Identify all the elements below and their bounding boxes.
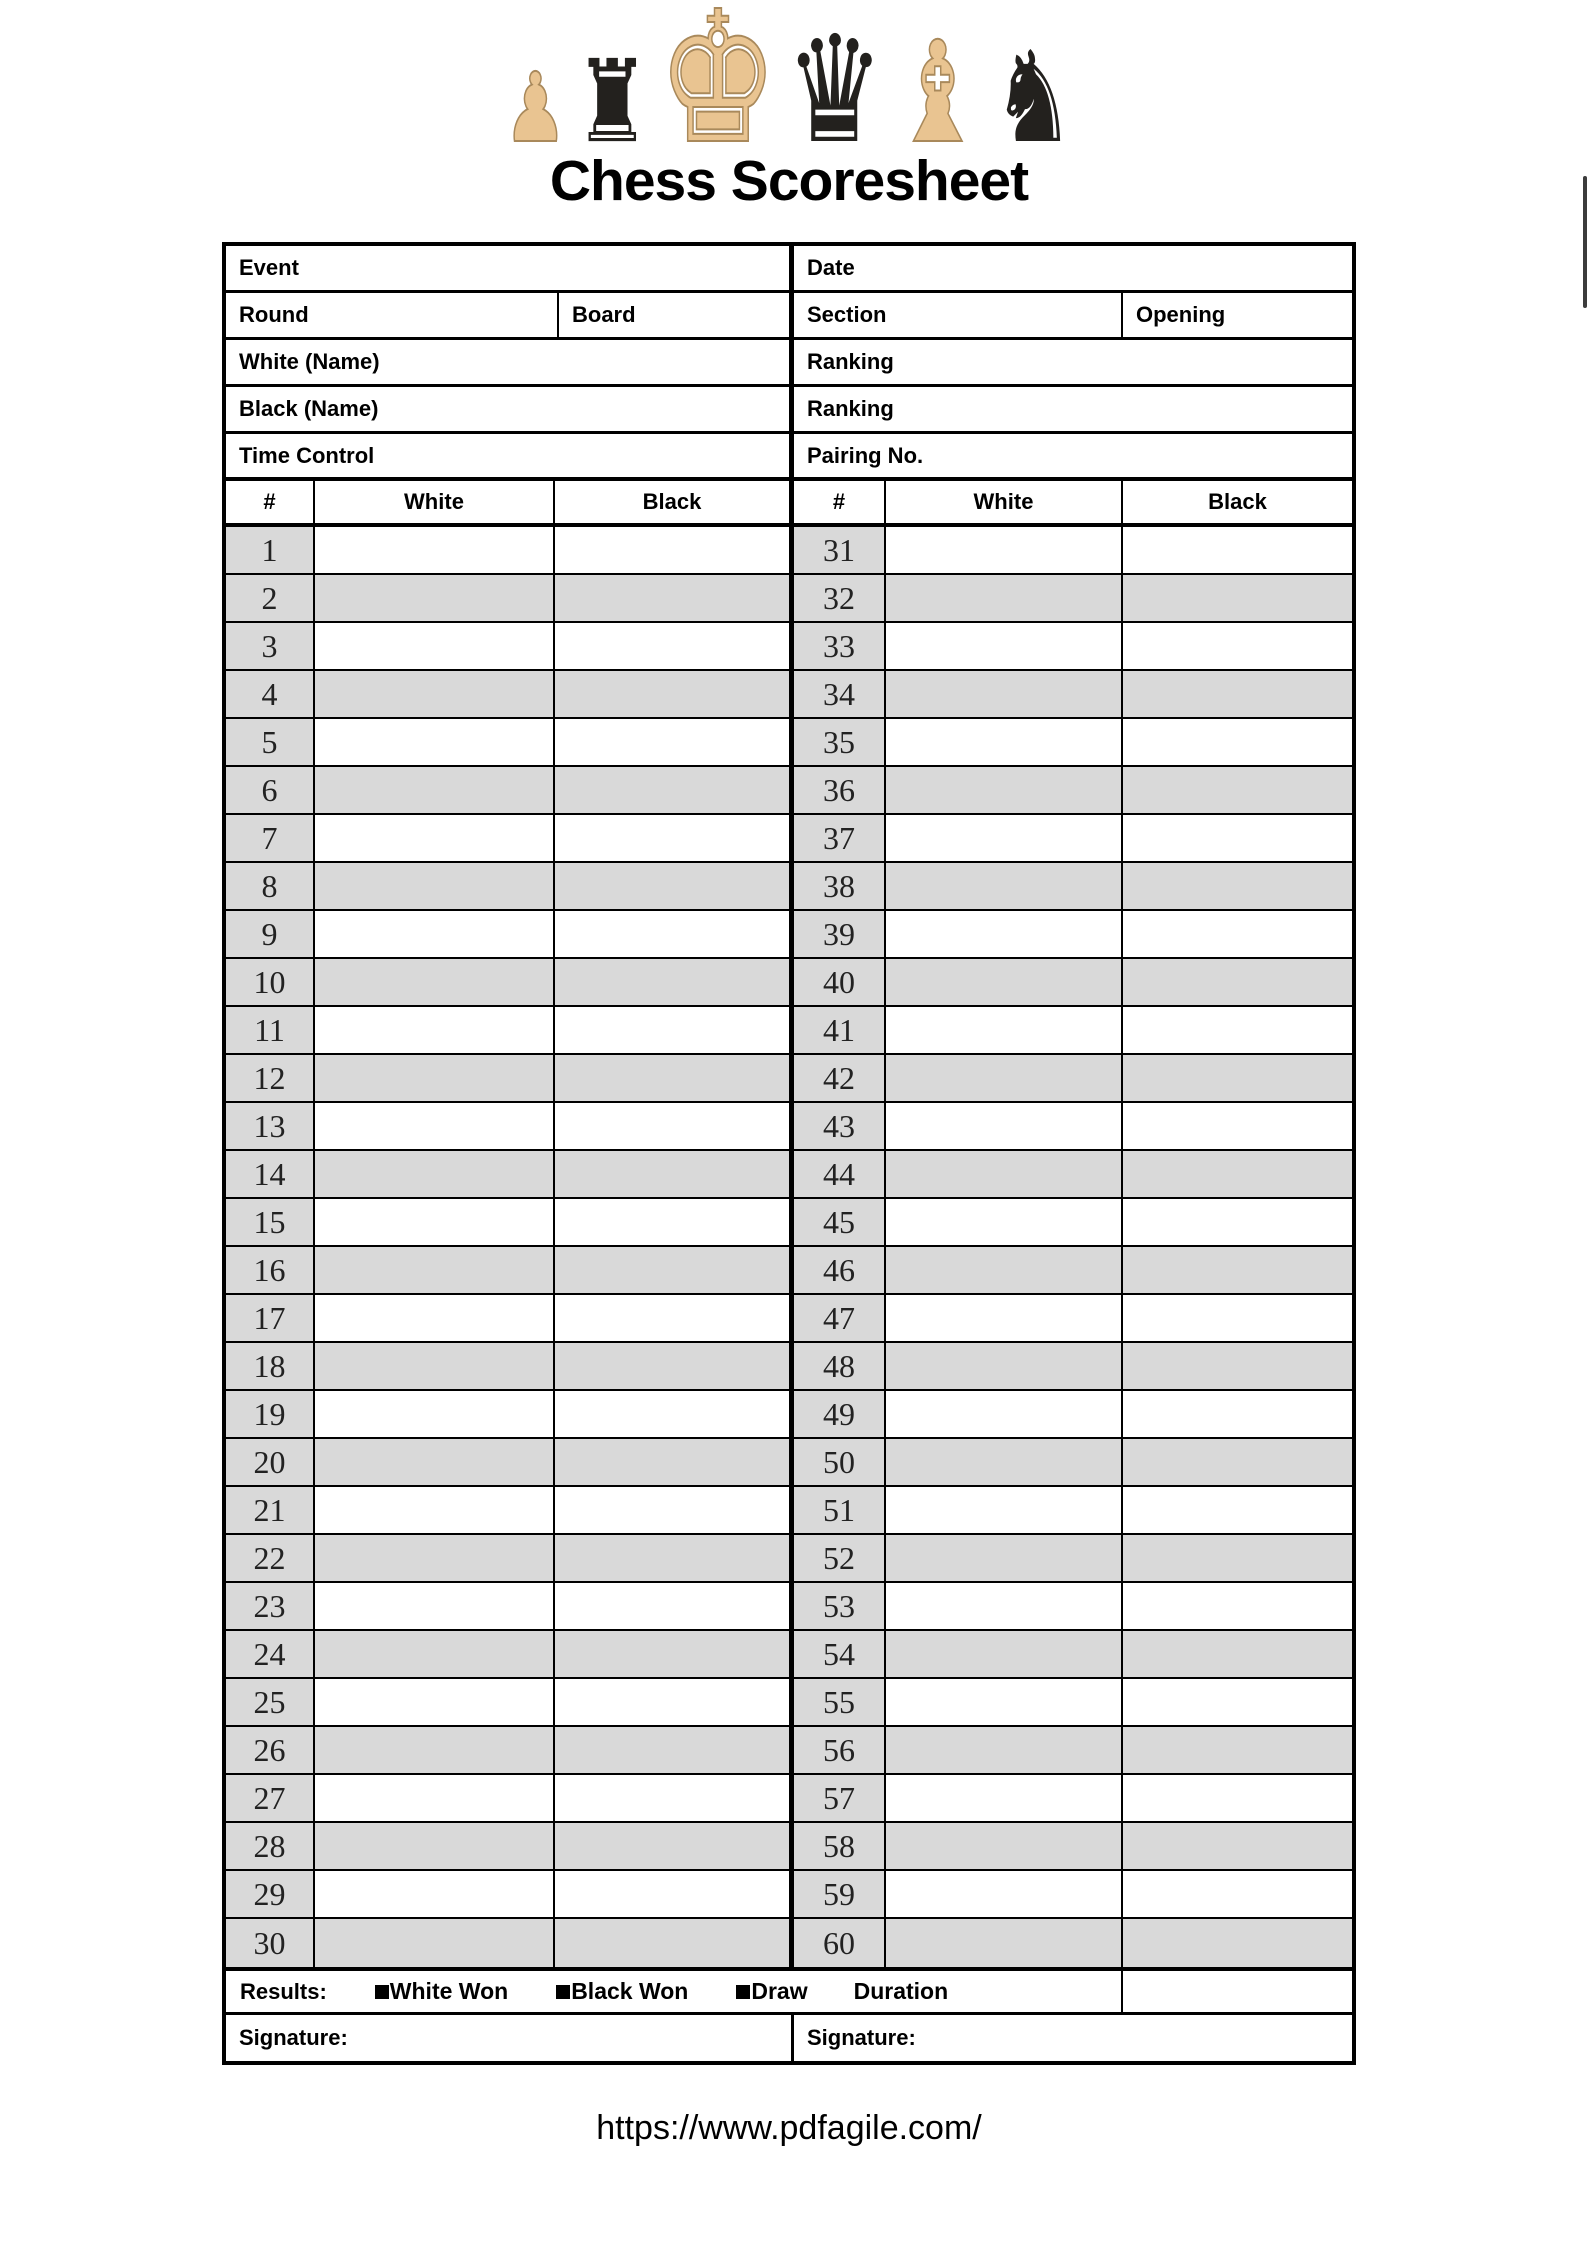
black-move-cell[interactable]	[1123, 1727, 1352, 1773]
move-number-cell-left: 11	[226, 1007, 315, 1053]
move-number-cell-right: 59	[794, 1871, 886, 1917]
black-move-cell[interactable]	[1123, 1103, 1352, 1149]
black-move-cell[interactable]	[1123, 1631, 1352, 1677]
result-option	[556, 1978, 688, 2005]
move-row	[226, 1247, 1352, 1295]
white-move-cell[interactable]	[886, 1391, 1123, 1437]
move-number-cell-left: 1	[226, 527, 315, 573]
black-move-cell[interactable]	[555, 1247, 794, 1293]
black-move-cell[interactable]	[1123, 1247, 1352, 1293]
white-move-cell[interactable]	[315, 1247, 555, 1293]
move-number-cell-left: 22	[226, 1535, 315, 1581]
moves-black-header-right: Black	[1123, 481, 1352, 523]
move-number-cell-left: 10	[226, 959, 315, 1005]
black-move-cell[interactable]	[1123, 815, 1352, 861]
move-number-cell-right: 43	[794, 1103, 886, 1149]
move-number-cell-right: 53	[794, 1583, 886, 1629]
white-move-cell[interactable]	[886, 959, 1123, 1005]
black-move-cell[interactable]	[1123, 719, 1352, 765]
move-number-cell-right: 32	[794, 575, 886, 621]
white-move-cell[interactable]	[315, 575, 555, 621]
move-row	[226, 719, 1352, 767]
move-number-cell-right: 49	[794, 1391, 886, 1437]
black-move-cell[interactable]	[555, 767, 794, 813]
move-row	[226, 1151, 1352, 1199]
move-number-cell-right: 33	[794, 623, 886, 669]
moves-black-header-left: Black	[555, 481, 794, 523]
black-move-cell[interactable]	[1123, 623, 1352, 669]
white-ranking-label: Ranking	[807, 349, 894, 374]
move-number-cell-right: 57	[794, 1775, 886, 1821]
white-move-cell[interactable]	[886, 1631, 1123, 1677]
black-move-cell[interactable]	[555, 1535, 794, 1581]
white-move-cell[interactable]	[886, 1727, 1123, 1773]
black-signature-label: Signature:	[807, 2025, 916, 2050]
white-move-cell[interactable]	[886, 1775, 1123, 1821]
move-number-cell-left: 8	[226, 863, 315, 909]
move-row	[226, 1775, 1352, 1823]
black-move-cell[interactable]	[1123, 1919, 1352, 1967]
black-move-cell[interactable]	[555, 671, 794, 717]
move-row	[226, 623, 1352, 671]
black-move-cell[interactable]	[1123, 527, 1352, 573]
move-number-cell-left: 4	[226, 671, 315, 717]
black-name-label: Black (Name)	[239, 396, 379, 421]
white-move-cell[interactable]	[886, 1295, 1123, 1341]
white-move-cell[interactable]	[886, 1199, 1123, 1245]
time-control-label: Time Control	[239, 442, 375, 468]
black-signature-field[interactable]	[794, 2015, 1352, 2061]
section-field[interactable]	[794, 293, 1123, 337]
move-number-cell-left: 24	[226, 1631, 315, 1677]
black-move-cell[interactable]	[555, 527, 794, 573]
white-move-cell[interactable]	[886, 1007, 1123, 1053]
black-move-cell[interactable]	[1123, 1007, 1352, 1053]
move-number-cell-right: 45	[794, 1199, 886, 1245]
white-move-cell[interactable]	[315, 1487, 555, 1533]
black-move-cell[interactable]	[555, 1487, 794, 1533]
white-move-cell[interactable]	[315, 1103, 555, 1149]
black-move-cell[interactable]	[1123, 1871, 1352, 1917]
round-board-section-opening-row	[226, 293, 1352, 340]
moves-rows	[226, 527, 1352, 1967]
white-move-cell[interactable]	[886, 719, 1123, 765]
move-row	[226, 863, 1352, 911]
white-move-cell[interactable]	[886, 623, 1123, 669]
white-move-cell[interactable]	[886, 1823, 1123, 1869]
white-move-cell[interactable]	[886, 1151, 1123, 1197]
black-name-row	[226, 387, 1352, 434]
black-move-cell[interactable]	[1123, 1679, 1352, 1725]
black-move-cell[interactable]	[555, 1631, 794, 1677]
board-field[interactable]	[559, 293, 794, 337]
white-move-cell[interactable]	[315, 623, 555, 669]
black-move-cell[interactable]	[555, 1007, 794, 1053]
result-option-label: Draw	[751, 1978, 808, 2004]
round-field[interactable]	[226, 293, 559, 337]
move-number-cell-right: 42	[794, 1055, 886, 1101]
queen-piece-icon: ♛	[785, 8, 884, 173]
move-row	[226, 1631, 1352, 1679]
white-move-cell[interactable]	[886, 863, 1123, 909]
white-signature-label: Signature:	[239, 2025, 348, 2050]
white-move-cell[interactable]	[315, 671, 555, 717]
move-number-cell-left: 18	[226, 1343, 315, 1389]
move-number-cell-left: 17	[226, 1295, 315, 1341]
black-move-cell[interactable]	[1123, 911, 1352, 957]
black-move-cell[interactable]	[555, 1919, 794, 1967]
move-number-cell-right: 39	[794, 911, 886, 957]
chess-pieces-image	[499, 0, 1078, 180]
white-move-cell[interactable]	[886, 527, 1123, 573]
move-number-cell-left: 3	[226, 623, 315, 669]
black-move-cell[interactable]	[1123, 1583, 1352, 1629]
event-label: Event	[239, 255, 299, 280]
move-number-cell-left: 23	[226, 1583, 315, 1629]
white-move-cell[interactable]	[315, 815, 555, 861]
move-row	[226, 767, 1352, 815]
move-number-cell-left: 29	[226, 1871, 315, 1917]
move-row	[226, 1919, 1352, 1967]
move-row	[226, 1871, 1352, 1919]
black-move-cell[interactable]	[555, 1391, 794, 1437]
move-number-cell-right: 34	[794, 671, 886, 717]
black-move-cell[interactable]	[1123, 863, 1352, 909]
move-row	[226, 959, 1352, 1007]
white-move-cell[interactable]	[886, 1055, 1123, 1101]
knight-piece-icon: ♞	[991, 27, 1075, 168]
time-control-field[interactable]	[226, 434, 794, 477]
black-move-cell[interactable]	[1123, 1823, 1352, 1869]
move-number-cell-right: 31	[794, 527, 886, 573]
black-move-cell[interactable]	[555, 1439, 794, 1485]
black-move-cell[interactable]	[555, 1151, 794, 1197]
move-row	[226, 1055, 1352, 1103]
event-field[interactable]	[226, 246, 794, 290]
move-number-cell-right: 38	[794, 863, 886, 909]
footer-url-link[interactable]: https://www.pdfagile.com/	[596, 2109, 982, 2147]
opening-field[interactable]	[1123, 293, 1352, 337]
scoresheet-table	[222, 242, 1356, 2065]
opening-label: Opening	[1136, 302, 1226, 327]
white-move-cell[interactable]	[886, 911, 1123, 957]
move-row	[226, 1439, 1352, 1487]
black-move-cell[interactable]	[555, 959, 794, 1005]
move-row	[226, 1679, 1352, 1727]
move-number-cell-left: 30	[226, 1919, 315, 1967]
section-label: Section	[807, 302, 887, 327]
move-number-cell-left: 25	[226, 1679, 315, 1725]
black-ranking-field[interactable]	[794, 387, 1352, 431]
white-name-label: White (Name)	[239, 349, 380, 374]
black-move-cell[interactable]	[555, 1199, 794, 1245]
white-move-cell[interactable]	[315, 1727, 555, 1773]
move-row	[226, 1535, 1352, 1583]
black-move-cell[interactable]	[1123, 1775, 1352, 1821]
black-move-cell[interactable]	[1123, 1487, 1352, 1533]
black-move-cell[interactable]	[1123, 1055, 1352, 1101]
move-number-cell-right: 37	[794, 815, 886, 861]
move-row	[226, 575, 1352, 623]
white-move-cell[interactable]	[315, 1775, 555, 1821]
black-move-cell[interactable]	[555, 911, 794, 957]
white-move-cell[interactable]	[886, 1487, 1123, 1533]
move-number-cell-right: 36	[794, 767, 886, 813]
time-control-row	[226, 434, 1352, 481]
move-row	[226, 1727, 1352, 1775]
move-number-cell-left: 20	[226, 1439, 315, 1485]
black-move-cell[interactable]	[1123, 1535, 1352, 1581]
black-move-cell[interactable]	[555, 1727, 794, 1773]
black-move-cell[interactable]	[1123, 1199, 1352, 1245]
white-move-cell[interactable]	[886, 1439, 1123, 1485]
black-move-cell[interactable]	[555, 1583, 794, 1629]
checkbox-draw[interactable]	[736, 1985, 750, 1999]
page-content	[222, 0, 1356, 2148]
move-number-cell-right: 48	[794, 1343, 886, 1389]
checkbox-black-won[interactable]	[556, 1985, 570, 1999]
white-move-cell[interactable]	[315, 527, 555, 573]
results-section	[226, 1971, 1123, 2012]
bishop-piece-icon: ♝	[890, 14, 984, 171]
white-name-row	[226, 340, 1352, 387]
move-number-cell-left: 2	[226, 575, 315, 621]
date-label: Date	[807, 255, 855, 280]
white-move-cell[interactable]	[886, 1679, 1123, 1725]
move-number-cell-right: 46	[794, 1247, 886, 1293]
white-move-cell[interactable]	[315, 767, 555, 813]
move-number-cell-left: 19	[226, 1391, 315, 1437]
white-move-cell[interactable]	[315, 1871, 555, 1917]
pairing-no-label: Pairing No.	[807, 442, 924, 468]
move-number-cell-left: 13	[226, 1103, 315, 1149]
move-number-cell-right: 50	[794, 1439, 886, 1485]
white-move-cell[interactable]	[886, 1343, 1123, 1389]
move-number-cell-left: 9	[226, 911, 315, 957]
move-row	[226, 1007, 1352, 1055]
move-number-cell-right: 52	[794, 1535, 886, 1581]
date-field[interactable]	[794, 246, 1352, 290]
move-number-cell-left: 26	[226, 1727, 315, 1773]
move-row	[226, 671, 1352, 719]
white-move-cell[interactable]	[315, 911, 555, 957]
white-move-cell[interactable]	[315, 1199, 555, 1245]
white-move-cell[interactable]	[886, 1583, 1123, 1629]
white-move-cell[interactable]	[886, 1535, 1123, 1581]
move-number-cell-right: 60	[794, 1919, 886, 1967]
white-move-cell[interactable]	[315, 1535, 555, 1581]
black-move-cell[interactable]	[555, 1055, 794, 1101]
white-move-cell[interactable]	[886, 1919, 1123, 1967]
black-move-cell[interactable]	[555, 1871, 794, 1917]
move-number-cell-right: 51	[794, 1487, 886, 1533]
move-number-cell-right: 40	[794, 959, 886, 1005]
pawn-piece-icon: ♟	[503, 55, 567, 162]
event-date-row	[226, 246, 1352, 293]
white-move-cell[interactable]	[315, 1295, 555, 1341]
black-move-cell[interactable]	[555, 1343, 794, 1389]
pairing-no-field[interactable]	[794, 434, 1352, 477]
result-option	[375, 1978, 508, 2005]
result-option-label: Black Won	[571, 1978, 689, 2004]
black-move-cell[interactable]	[555, 863, 794, 909]
move-number-cell-right: 44	[794, 1151, 886, 1197]
black-move-cell[interactable]	[1123, 575, 1352, 621]
black-ranking-label: Ranking	[807, 396, 894, 421]
white-move-cell[interactable]	[315, 1631, 555, 1677]
black-name-field[interactable]	[226, 387, 794, 431]
result-option-label: White Won	[389, 1978, 509, 2004]
move-row	[226, 1583, 1352, 1631]
duration-label: Duration	[853, 1978, 949, 2004]
move-number-cell-right: 56	[794, 1727, 886, 1773]
moves-number-header-left: #	[226, 481, 315, 523]
white-signature-field[interactable]	[226, 2015, 794, 2061]
white-move-cell[interactable]	[886, 575, 1123, 621]
white-move-cell[interactable]	[315, 1679, 555, 1725]
white-move-cell[interactable]	[886, 671, 1123, 717]
black-move-cell[interactable]	[1123, 671, 1352, 717]
move-row	[226, 1343, 1352, 1391]
black-move-cell[interactable]	[555, 1775, 794, 1821]
scrollbar-thumb[interactable]	[1583, 176, 1587, 308]
white-name-field[interactable]	[226, 340, 794, 384]
move-number-cell-left: 28	[226, 1823, 315, 1869]
result-option	[736, 1978, 807, 2005]
black-move-cell[interactable]	[1123, 1151, 1352, 1197]
move-number-cell-left: 5	[226, 719, 315, 765]
black-move-cell[interactable]	[555, 575, 794, 621]
black-move-cell[interactable]	[555, 1103, 794, 1149]
white-move-cell[interactable]	[886, 1247, 1123, 1293]
move-row	[226, 911, 1352, 959]
move-row	[226, 1199, 1352, 1247]
black-move-cell[interactable]	[555, 815, 794, 861]
move-number-cell-left: 7	[226, 815, 315, 861]
board-label: Board	[572, 302, 636, 327]
white-move-cell[interactable]	[315, 1007, 555, 1053]
black-move-cell[interactable]	[555, 1679, 794, 1725]
white-move-cell[interactable]	[315, 1343, 555, 1389]
page-title: Chess Scoresheet	[549, 149, 1029, 213]
black-move-cell[interactable]	[555, 1295, 794, 1341]
white-move-cell[interactable]	[315, 1151, 555, 1197]
black-move-cell[interactable]	[1123, 1343, 1352, 1389]
white-move-cell[interactable]	[886, 767, 1123, 813]
move-number-cell-right: 55	[794, 1679, 886, 1725]
move-number-cell-right: 47	[794, 1295, 886, 1341]
white-move-cell[interactable]	[886, 1103, 1123, 1149]
black-move-cell[interactable]	[1123, 1391, 1352, 1437]
move-number-cell-left: 16	[226, 1247, 315, 1293]
move-number-cell-left: 6	[226, 767, 315, 813]
white-move-cell[interactable]	[315, 1391, 555, 1437]
white-move-cell[interactable]	[315, 719, 555, 765]
black-move-cell[interactable]	[555, 1823, 794, 1869]
black-move-cell[interactable]	[1123, 959, 1352, 1005]
move-row	[226, 1823, 1352, 1871]
move-number-cell-right: 35	[794, 719, 886, 765]
white-move-cell[interactable]	[315, 1823, 555, 1869]
moves-header-row	[226, 481, 1352, 527]
moves-white-header-right: White	[886, 481, 1123, 523]
black-move-cell[interactable]	[555, 623, 794, 669]
black-move-cell[interactable]	[1123, 1439, 1352, 1485]
move-row	[226, 1487, 1352, 1535]
results-row	[226, 1967, 1352, 2015]
move-number-cell-left: 21	[226, 1487, 315, 1533]
move-row	[226, 1391, 1352, 1439]
move-number-cell-left: 12	[226, 1055, 315, 1101]
white-move-cell[interactable]	[315, 1439, 555, 1485]
white-move-cell[interactable]	[315, 1055, 555, 1101]
black-move-cell[interactable]	[555, 719, 794, 765]
white-move-cell[interactable]	[315, 1583, 555, 1629]
results-label: Results:	[240, 1978, 327, 2004]
moves-number-header-right: #	[794, 481, 886, 523]
king-piece-icon: ♚	[657, 0, 778, 180]
move-number-cell-left: 15	[226, 1199, 315, 1245]
move-number-cell-left: 27	[226, 1775, 315, 1821]
move-row	[226, 527, 1352, 575]
move-number-cell-left: 14	[226, 1151, 315, 1197]
white-move-cell[interactable]	[315, 959, 555, 1005]
white-move-cell[interactable]	[886, 815, 1123, 861]
signature-row	[226, 2015, 1352, 2061]
move-number-cell-right: 58	[794, 1823, 886, 1869]
move-row	[226, 1103, 1352, 1151]
move-number-cell-right: 41	[794, 1007, 886, 1053]
move-number-cell-right: 54	[794, 1631, 886, 1677]
black-move-cell[interactable]	[1123, 767, 1352, 813]
move-row	[226, 815, 1352, 863]
duration-field[interactable]	[1123, 1971, 1352, 2012]
white-move-cell[interactable]	[886, 1871, 1123, 1917]
white-ranking-field[interactable]	[794, 340, 1352, 384]
rook-piece-icon: ♜	[574, 39, 650, 166]
white-move-cell[interactable]	[315, 863, 555, 909]
checkbox-white-won[interactable]	[375, 1985, 389, 1999]
move-row	[226, 1295, 1352, 1343]
black-move-cell[interactable]	[1123, 1295, 1352, 1341]
white-move-cell[interactable]	[315, 1919, 555, 1967]
round-label: Round	[239, 302, 309, 327]
moves-white-header-left: White	[315, 481, 555, 523]
